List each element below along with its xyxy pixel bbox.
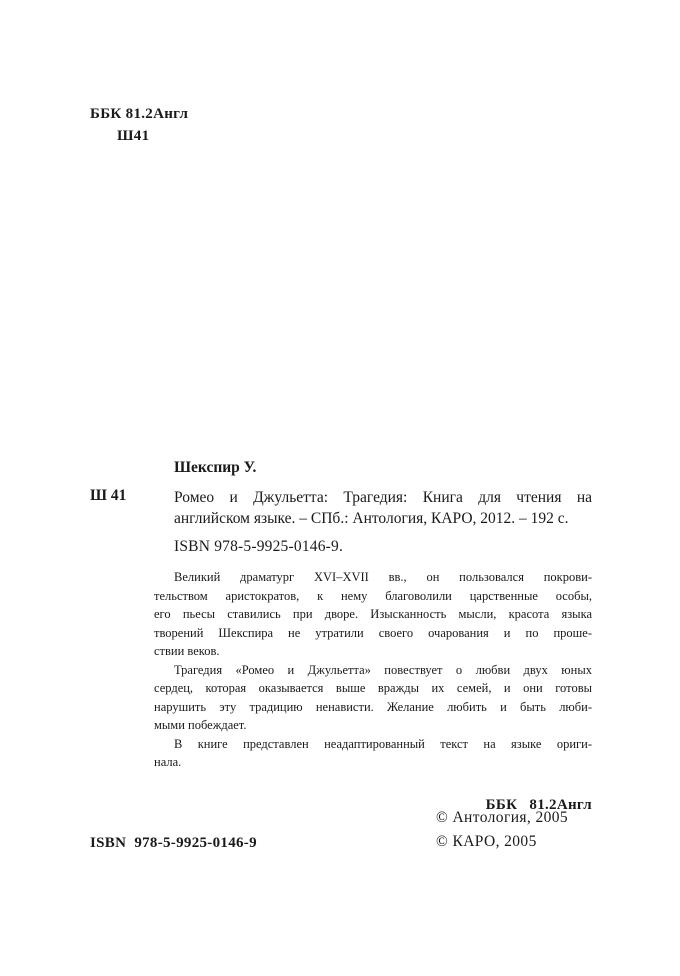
- author-name: Шекспир У.: [174, 459, 257, 476]
- bbk-index-top: ББК 81.2Англ: [90, 106, 189, 122]
- annotation-line: творений Шекспира не утратили своего очарования и по проше-: [154, 625, 592, 640]
- bibliographic-title: [174, 487, 592, 529]
- annotation-line: ствии веков.: [154, 644, 220, 658]
- annotation-line: В книге представлен неадаптированный текст на языке ориги-: [174, 736, 592, 751]
- annotation-line: нала.: [154, 755, 182, 769]
- annotation-line: нарушить эту традицию ненависти. Желание любить и быть люби-: [154, 699, 592, 714]
- annotation-line: сердец, которая оказывается выше вражды их семей, и они готовы: [154, 681, 592, 695]
- author-mark-top: Ш41: [117, 128, 150, 144]
- annotation: [154, 568, 592, 772]
- isbn-footer: ISBN 978-5-9925-0146-9: [90, 835, 257, 851]
- annotation-line: его пьесы ставились при дворе. Изысканность мысли, красота языка: [154, 607, 592, 621]
- author-mark: Ш 41: [90, 487, 127, 504]
- copyright-karo: © КАРО, 2005: [436, 833, 537, 850]
- title-line: английском языке. – СПб.: Антология, КАРО, 2012. – 192 с.: [174, 510, 569, 527]
- annotation-line: Великий драматург XVI–XVII вв., он пользовался покрови-: [174, 570, 592, 584]
- annotation-line: тельством аристократов, к нему благоволили царственные особы,: [154, 588, 592, 603]
- annotation-line: Трагедия «Ромео и Джульетта» повествует о любви двух юных: [174, 662, 592, 677]
- title-line: Ромео и Джульетта: Трагедия: Книга для чтения на: [174, 489, 592, 506]
- copyright-anthology: © Антология, 2005: [436, 809, 569, 826]
- isbn-record: ISBN 978-5-9925-0146-9.: [174, 538, 344, 555]
- annotation-line: мыми побеждает.: [154, 718, 247, 732]
- bbk-index-bottom: ББК 81.2Англ: [485, 797, 592, 813]
